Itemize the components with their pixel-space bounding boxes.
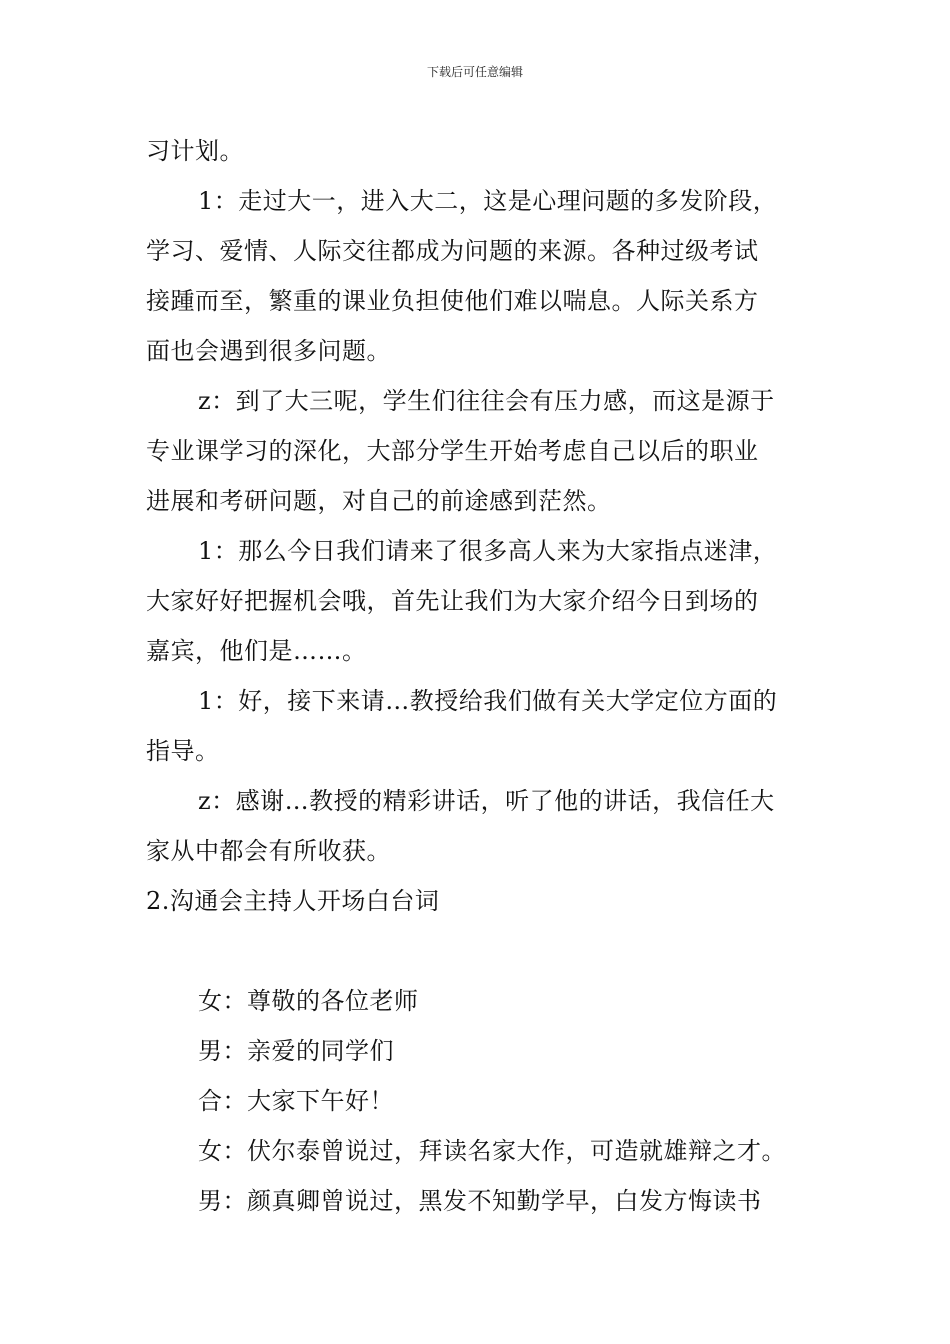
- dialogue-line: 男：亲爱的同学们: [198, 1037, 394, 1065]
- text-line: 学习、爱情、人际交往都成为问题的来源。各种过级考试: [146, 237, 759, 265]
- text-line: 接踵而至，繁重的课业负担使他们难以喘息。人际关系方: [146, 287, 759, 315]
- text-line: 进展和考研问题，对自己的前途感到茫然。: [146, 487, 612, 515]
- document-body: [146, 126, 810, 1226]
- blank-line: [146, 926, 810, 976]
- text-line: z：感谢…教授的精彩讲话，听了他的讲话，我信任大: [198, 787, 775, 815]
- text-line: 1：那么今日我们请来了很多高人来为大家指点迷津，: [198, 537, 778, 565]
- dialogue-line: 男：颜真卿曾说过，黑发不知勤学早，白发方悔读书: [198, 1187, 762, 1215]
- text-line: z：到了大三呢，学生们往往会有压力感，而这是源于: [198, 387, 775, 415]
- text-line: 嘉宾，他们是……。: [146, 637, 367, 665]
- dialogue-line: 女：伏尔泰曾说过，拜读名家大作，可造就雄辩之才。: [198, 1137, 786, 1165]
- text-line: 家从中都会有所收获。: [146, 837, 391, 865]
- page-header: 下载后可任意编辑: [426, 65, 523, 79]
- text-line: 指导。: [146, 737, 220, 765]
- section-heading: 2.沟通会主持人开场白台词: [146, 887, 440, 915]
- text-line: 1：走过大一，进入大二，这是心理问题的多发阶段，: [198, 187, 778, 215]
- text-line: 大家好好把握机会哦，首先让我们为大家介绍今日到场的: [146, 587, 759, 615]
- text-line: 面也会遇到很多问题。: [146, 337, 391, 365]
- text-line: 专业课学习的深化，大部分学生开始考虑自己以后的职业: [146, 437, 759, 465]
- text-line: 习计划。: [146, 137, 244, 165]
- dialogue-line: 女：尊敬的各位老师: [198, 987, 419, 1015]
- text-line: 1：好，接下来请…教授给我们做有关大学定位方面的: [198, 687, 778, 715]
- dialogue-line: 合：大家下午好！: [198, 1087, 394, 1115]
